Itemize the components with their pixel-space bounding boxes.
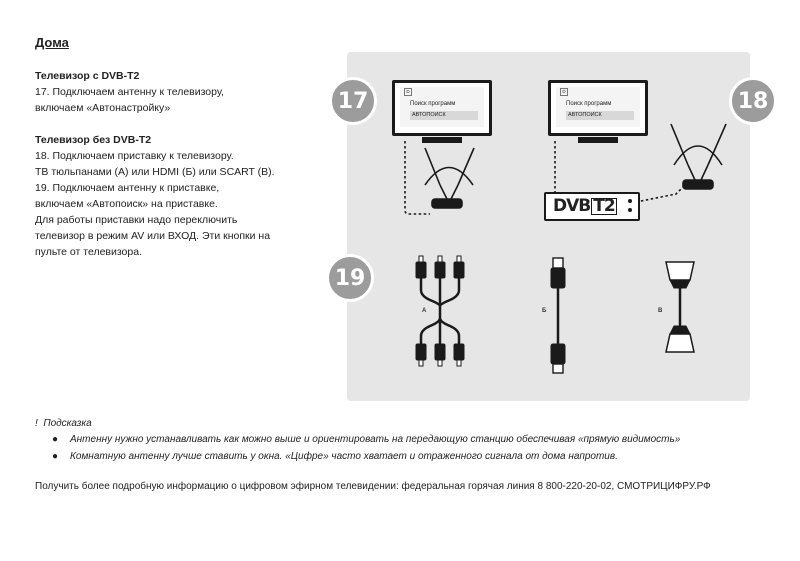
footer-info: Получить более подробную информацию о цифровом эфирном телевидении: федеральная горячая линия 8 800-220-20-02, СМОТРИЦИФРУ.РФ	[35, 481, 711, 492]
step-19-badge: 19	[326, 254, 374, 302]
instruction-line: Для работы приставки надо переключить	[35, 214, 238, 226]
cable-label-a: А	[422, 308, 427, 314]
step-18-badge: 18	[729, 77, 777, 125]
tv-with-dvb-t2	[392, 80, 492, 136]
tv-menu-autosearch: АВТОПОИСК	[566, 111, 634, 120]
indicator-dot-icon	[628, 208, 632, 212]
tv-screen	[400, 87, 484, 127]
dvb-t2-logo	[553, 196, 617, 216]
set-top-box	[544, 192, 640, 221]
no-dvb-t2-heading: Телевизор без DVB-T2	[35, 134, 152, 146]
instruction-line: 19. Подключаем антенну к приставке,	[35, 182, 220, 194]
instruction-line: телевизор в режим AV или ВХОД. Эти кнопки на	[35, 230, 271, 242]
hint-heading	[35, 418, 92, 429]
step-17-badge: 17	[329, 77, 377, 125]
scart-cable-icon	[666, 262, 694, 352]
instruction-line: 18. Подключаем приставку к телевизору.	[35, 150, 234, 162]
bullet-icon: ●	[52, 451, 59, 462]
hint-text: Антенну нужно устанавливать как можно выше и ориентировать на передающую станцию обеспечивая «прямую видимость»	[70, 434, 681, 445]
cable-label-b: Б	[542, 308, 547, 314]
tv-without-dvb-t2	[548, 80, 648, 136]
antenna-to-set-top-cable	[636, 186, 684, 202]
page-title: Дома	[35, 35, 69, 50]
indicator-dot-icon	[628, 199, 632, 203]
tv-menu-title: Поиск программ	[566, 101, 612, 107]
instruction-line: ТВ тюльпанами (А) или HDMI (Б) или SCART (В).	[35, 166, 275, 178]
tv-menu-autosearch: АВТОПОИСК	[410, 111, 478, 120]
instruction-line: 17. Подключаем антенну к телевизору,	[35, 86, 224, 98]
bullet-icon: ●	[52, 434, 59, 445]
instruction-line: включаем «Автонастройку»	[35, 102, 171, 114]
antenna-icon-17	[425, 148, 474, 208]
instruction-line: включаем «Автопоиск» на приставке.	[35, 198, 218, 210]
tv-stand	[578, 137, 618, 143]
instruction-line: пульте от телевизора.	[35, 246, 142, 258]
exclamation-icon: !	[35, 418, 38, 429]
antenna-icon-18	[671, 124, 726, 189]
cable-label-v: В	[658, 308, 663, 314]
hint-text: Комнатную антенну лучше ставить у окна. «Цифре» часто хватает и отраженного сигнала от дома напротив.	[70, 451, 618, 462]
tv-menu-title: Поиск программ	[410, 101, 456, 107]
t2-logo-text: T2	[593, 196, 615, 216]
dvb-t2-heading: Телевизор с DVB-T2	[35, 70, 140, 82]
tv-d-icon: D	[404, 88, 412, 96]
hint-title-text: Подсказка	[43, 418, 92, 429]
tv-stand	[422, 137, 462, 143]
tv-screen	[556, 87, 640, 127]
hdmi-cable-icon	[551, 258, 565, 373]
tv-d-icon: D	[560, 88, 568, 96]
dvb-logo-text: DVB	[553, 196, 591, 216]
